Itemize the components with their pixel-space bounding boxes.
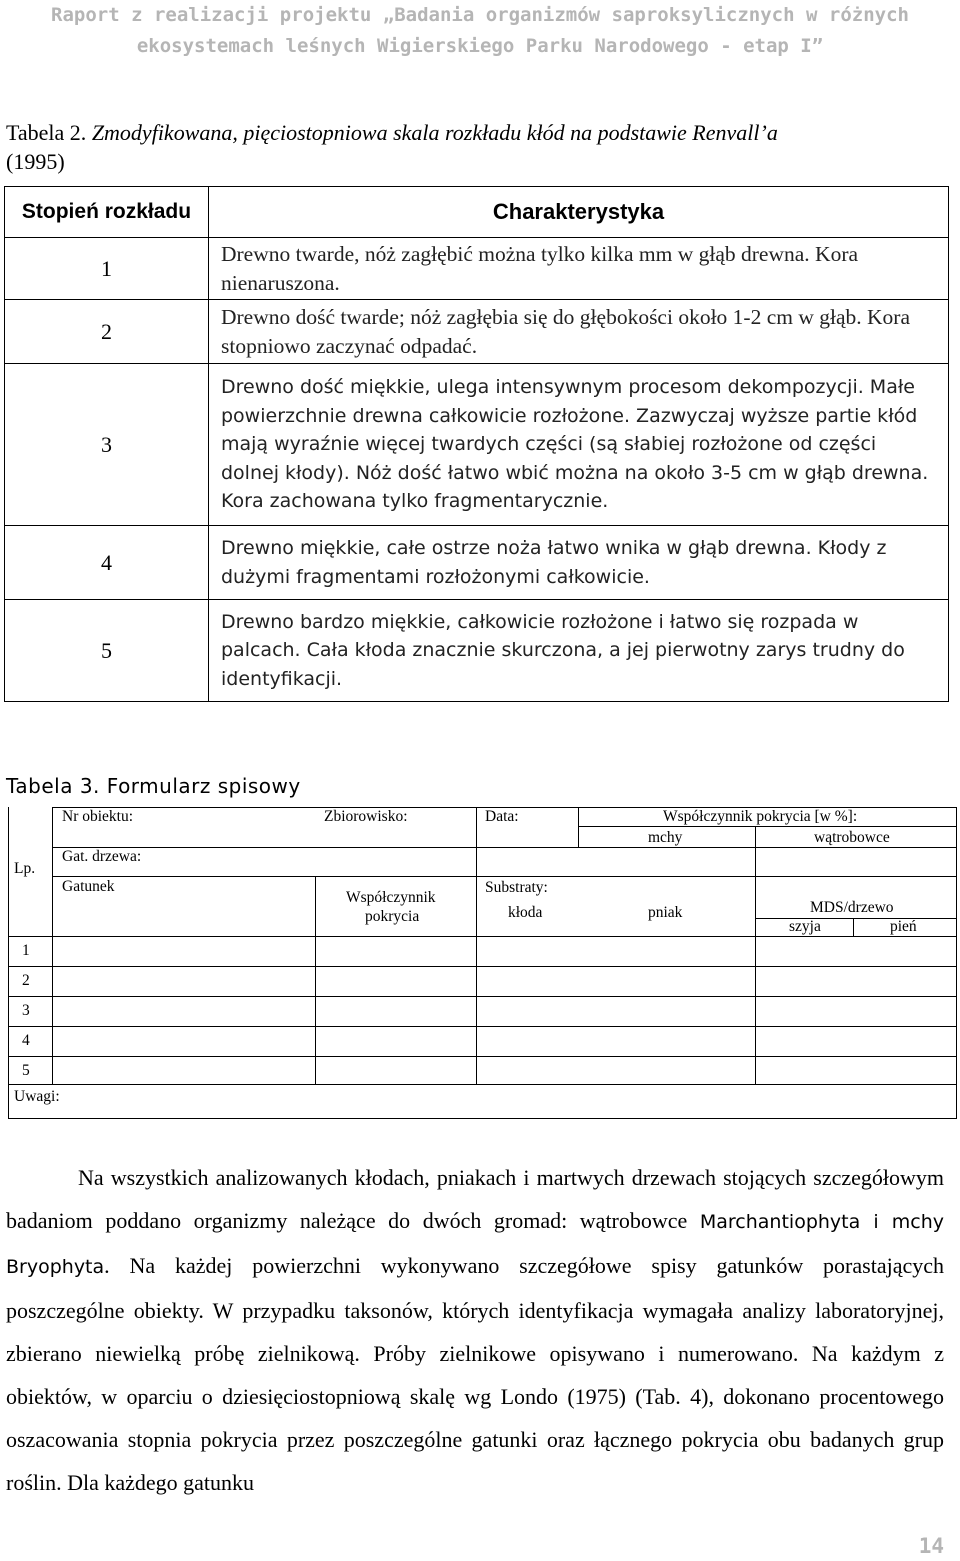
stump-label: pniak xyxy=(648,904,683,921)
date-label: Data: xyxy=(485,808,519,825)
root-collar-label: szyja xyxy=(789,918,821,935)
table-row xyxy=(5,238,949,300)
row-number: 3 xyxy=(22,1002,30,1019)
description-cell: Drewno dość twarde; nóż zagłębia się do głębokości około 1-2 cm w głąb. Kora stopniowo zaczynać odpadać. xyxy=(209,300,949,364)
form-line xyxy=(52,876,956,877)
table2-caption xyxy=(6,118,951,176)
species-label: Gatunek xyxy=(62,878,115,895)
grade-cell: 1 xyxy=(5,238,209,300)
grade-cell: 3 xyxy=(5,364,209,526)
decay-scale-table xyxy=(4,186,949,702)
form-line xyxy=(755,918,956,919)
form-line xyxy=(52,807,53,1084)
form-line xyxy=(315,876,316,1084)
trunk-label: pień xyxy=(890,918,917,935)
table2-caption-label: Tabela 2. xyxy=(6,120,87,145)
coverage-coefficient-label-2: pokrycia xyxy=(365,908,420,925)
running-header xyxy=(0,0,960,62)
form-line xyxy=(578,807,579,848)
form-line xyxy=(853,918,854,936)
grade-cell: 2 xyxy=(5,300,209,364)
column-header-grade: Stopień rozkładu xyxy=(5,187,209,238)
table-row xyxy=(5,600,949,702)
substrates-label: Substraty: xyxy=(485,879,548,896)
description-cell: Drewno twarde, nóż zagłębić można tylko kilka mm w głąb drewna. Kora nienaruszona. xyxy=(209,238,949,300)
log-label: kłoda xyxy=(508,904,543,921)
tree-species-label: Gat. drzewa: xyxy=(62,848,142,865)
form-line xyxy=(8,807,9,1119)
mosses-label: mchy xyxy=(648,829,683,846)
grade-cell: 4 xyxy=(5,526,209,600)
remarks-label: Uwagi: xyxy=(14,1088,60,1105)
description-cell: Drewno dość miękkie, ulega intensywnym procesom dekompozycji. Małe powierzchnie drewna całkowicie rozłożone. Zazwyczaj wyższe partie kłód mają wyraźnie więcej twardych części (są słabiej rozłożone od części dolnej kłody). Nóż dość łatwo wbić można na około 3-5 cm w głąb drewna. Kora zachowana tylko fragmentarycznie. xyxy=(209,364,949,526)
liverworts-label: wątrobowce xyxy=(814,829,890,846)
form-line xyxy=(8,936,956,937)
form-line xyxy=(8,1084,956,1085)
coverage-header: Współczynnik pokrycia [w %]: xyxy=(663,808,858,825)
row-number: 4 xyxy=(22,1032,30,1049)
form-line xyxy=(8,1026,956,1027)
coverage-coefficient-label-1: Współczynnik xyxy=(346,889,436,906)
description-cell: Drewno bardzo miękkie, całkowicie rozłożone i łatwo się rozpada w palcach. Cała kłoda znacznie skurczona, a jej pierwotny zarys trudny do identyfikacji. xyxy=(209,600,949,702)
page-number: 14 xyxy=(918,1534,944,1558)
running-header-line-2: ekosystemach leśnych Wigierskiego Parku Narodowego - etap I” xyxy=(136,35,824,57)
form-line xyxy=(8,1118,956,1119)
paragraph-part-2: Marchantiophyta i mchy Bryophyta xyxy=(6,1211,944,1278)
grade-cell: 5 xyxy=(5,600,209,702)
table-row xyxy=(5,364,949,526)
table2-caption-year: (1995) xyxy=(6,149,65,174)
form-line xyxy=(578,826,956,827)
form-line xyxy=(755,826,756,1084)
form-line xyxy=(956,807,957,1119)
form-line xyxy=(8,996,956,997)
column-header-characteristics: Charakterystyka xyxy=(209,187,949,238)
row-number: 5 xyxy=(22,1062,30,1079)
paragraph-part-1: Na wszystkich analizowanych kłodach, pniakach i martwych drzewach stojących szczegółowym badaniom poddano organizmy należące do dwóch gromad: wątrobowce xyxy=(6,1165,944,1233)
table-row xyxy=(5,526,949,600)
plant-community-label: Zbiorowisko: xyxy=(324,808,408,825)
table3-caption: Tabela 3. Formularz spisowy xyxy=(6,774,301,798)
lp-label: Lp. xyxy=(14,860,36,877)
running-header-line-1: Raport z realizacji projektu „Badania organizmów saproksylicznych w różnych xyxy=(51,4,909,26)
form-line xyxy=(476,807,477,1084)
paragraph-part-3: . Na każdej powierzchni wykonywano szczegółowe spisy gatunków porastających poszczególne obiekty. W przypadku taksonów, których identyfikacja wymagała analizy laboratoryjnej, zbierano niewielką próbę zielnikową. Próby zielnikowe opisywano i numerowano. Na każdym z obiektów, w oparciu o dziesięciostopniową skalę wg Londo (1975) (Tab. 4), dokonano procentowego oszacowania stopnia pokrycia przez poszczególne gatunki oraz łącznego pokrycia obu badanych grup roślin. Dla każdego gatunku xyxy=(6,1253,944,1495)
standing-dead-tree-label: MDS/drzewo xyxy=(810,899,894,916)
row-number: 2 xyxy=(22,972,30,989)
form-line xyxy=(8,1056,956,1057)
table-header-row xyxy=(5,187,949,238)
form-line xyxy=(8,966,956,967)
table-row xyxy=(5,300,949,364)
object-number-label: Nr obiektu: xyxy=(62,808,134,825)
description-cell: Drewno miękkie, całe ostrze noża łatwo wnika w głąb drewna. Kłody z dużymi fragmentami rozłożonymi całkowicie. xyxy=(209,526,949,600)
form-line xyxy=(52,847,956,848)
table2-caption-text: Zmodyfikowana, pięciostopniowa skala rozkładu kłód na podstawie Renvall’a xyxy=(91,120,778,145)
row-number: 1 xyxy=(22,942,30,959)
body-paragraph xyxy=(6,1156,944,1504)
